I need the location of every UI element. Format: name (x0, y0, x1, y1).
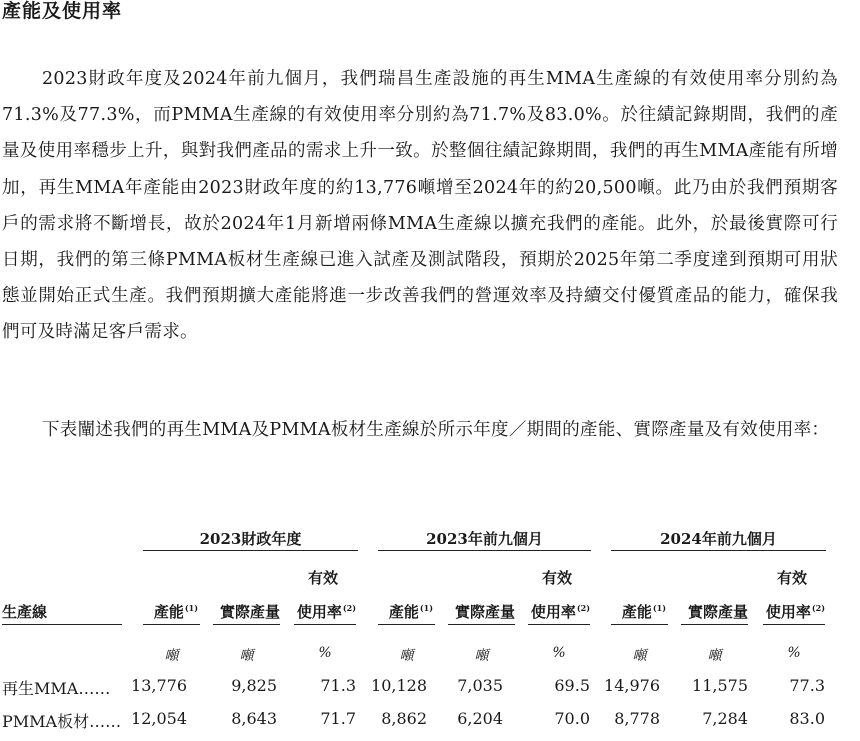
header-rule (378, 624, 435, 625)
group-header-fy2023: 2023財政年度 (199, 530, 302, 548)
unit-util: % (552, 645, 566, 661)
unit-capacity: 噸 (632, 648, 647, 664)
header-rule (294, 624, 356, 625)
header-rule (448, 624, 515, 625)
unit-output: 噸 (239, 648, 254, 664)
header-rule (143, 624, 200, 625)
col-header-util: 使用率$^{(2)}$ (765, 603, 825, 621)
unit-capacity: 噸 (164, 648, 179, 664)
col-header-util-line1: 有效 (307, 569, 338, 587)
col-header-capacity: 產能$^{(1)}$ (621, 603, 666, 621)
header-rule (763, 624, 825, 625)
row-header-production-line: 生產線 (2, 603, 48, 621)
col-header-output: 實際產量 (219, 603, 280, 621)
header-rule (611, 624, 668, 625)
col-header-util: 使用率$^{(2)}$ (530, 603, 590, 621)
table-cell: 9,825 (231, 676, 277, 695)
table-cell: 8,643 (231, 709, 277, 728)
row-label-recycled-mma: 再生MMA…… (2, 679, 111, 698)
header-rule (2, 624, 122, 625)
group-header-9m2023: 2023年前九個月 (426, 530, 543, 548)
table-cell: 14,976 (604, 676, 660, 695)
unit-output: 噸 (707, 648, 722, 664)
col-header-util-line1: 有效 (776, 569, 807, 587)
table-cell: 77.3 (789, 676, 825, 695)
capacity-table (0, 520, 860, 741)
table-cell: 71.3 (320, 676, 356, 695)
table-cell: 70.0 (554, 709, 590, 728)
table-cell: 12,054 (131, 709, 187, 728)
col-header-capacity: 產能$^{(1)}$ (153, 603, 198, 621)
header-rule (528, 624, 590, 625)
table-cell: 13,776 (131, 676, 187, 695)
table-cell: 6,204 (457, 709, 503, 728)
row-label-pmma-sheet: PMMA板材…… (2, 712, 122, 731)
section-heading: 產能及使用率 (2, 0, 123, 22)
table-cell: 83.0 (789, 709, 825, 728)
col-header-output: 實際產量 (687, 603, 748, 621)
col-header-util: 使用率$^{(2)}$ (296, 603, 356, 621)
table-cell: 8,862 (381, 709, 427, 728)
table-cell: 69.5 (554, 676, 590, 695)
paragraph-table-intro: 下表闡述我們的再生MMA及PMMA板材生產線於所示年度／期間的產能、實際產量及有效使用率： (42, 420, 830, 440)
unit-output: 噸 (474, 648, 489, 664)
header-rule (681, 624, 748, 625)
unit-capacity: 噸 (399, 648, 414, 664)
header-rule (213, 624, 280, 625)
unit-util: % (787, 645, 801, 661)
table-cell: 7,035 (457, 676, 503, 695)
table-cell: 10,128 (371, 676, 427, 695)
col-header-output: 實際產量 (454, 603, 515, 621)
paragraph-utilization: 2023財政年度及2024年前九個月，我們瑞昌生產設施的再生MMA生產線的有效使用率分別約為71.3%及77.3%，而PMMA生產線的有效使用率分別約為71.7%及83.0%。於往績記錄期間，我們的產量及使用率穩步上升，與對我們產品的需求上升一致。於整個往績記錄期間，我們的再生MMA產能有所增加，再生MMA年產能由2023財政年度的約13,776噸增至2024年的約20,500噸。此乃由於我們預期客戶的需求將不斷增長，故於2024年1月新增兩條MMA生產線以擴充我們的產能。此外，於最後實際可行日期，我們的第三條PMMA板材生產線已進入試產及測試階段，預期於2025年第二季度達到預期可用狀態並開始正式生產。我們預期擴大產能將進一步改善我們的營運效率及持續交付優質產品的能力，確保我們可及時滿足客戶需求。 (2, 69, 838, 343)
group-header-9m2024: 2024年前九個月 (660, 530, 777, 548)
group-rule (143, 550, 358, 551)
col-header-util-line1: 有效 (541, 569, 572, 587)
table-cell: 71.7 (320, 709, 356, 728)
unit-util: % (318, 645, 332, 661)
table-cell: 11,575 (692, 676, 748, 695)
col-header-capacity: 產能$^{(1)}$ (388, 603, 433, 621)
table-cell: 7,284 (702, 709, 748, 728)
table-cell: 8,778 (614, 709, 660, 728)
group-rule (611, 550, 826, 551)
group-rule (378, 550, 591, 551)
